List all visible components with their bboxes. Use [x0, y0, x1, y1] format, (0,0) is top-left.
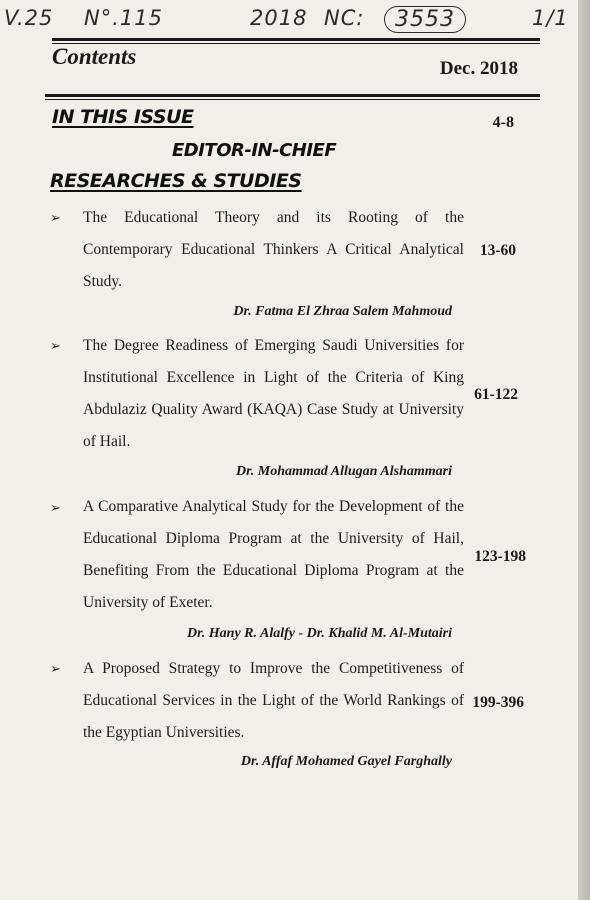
handwritten-volume: V.25: [4, 6, 54, 30]
handwritten-nc-label: NC:: [324, 6, 365, 30]
page-title: Contents: [52, 44, 137, 69]
handwritten-number: N°.115: [84, 6, 163, 30]
section-editor-in-chief: EDITOR-IN-CHIEF: [172, 140, 337, 161]
entry-title: The Degree Readiness of Emerging Saudi Universities for Institutional Excellence in Light of the Criteria of King Abdulaziz Quality Award (KAQA) Case Study at University of Hail.: [83, 337, 464, 450]
handwritten-page-mark: 1/1: [532, 6, 569, 30]
entry-author: Dr. Hany R. Alalfy - Dr. Khalid M. Al-Mutairi: [186, 626, 452, 641]
entry-title: The Educational Theory and its Rooting of the Contemporary Educational Thinkers A Critical Analytical Study.: [83, 209, 464, 290]
entry-author: Dr. Fatma El Zhraa Salem Mahmoud: [233, 304, 452, 319]
header-rule-thin: [45, 99, 540, 100]
header-rule-thick: [45, 94, 540, 97]
bullet-arrow-icon: ➢: [50, 338, 61, 353]
bullet-arrow-icon: ➢: [50, 500, 61, 515]
entry-pages: 13-60: [479, 242, 516, 259]
section-in-this-issue: IN THIS ISSUE: [52, 106, 194, 128]
book-page-edge: [578, 0, 590, 900]
entry-author: Dr. Mohammad Allugan Alshammari: [235, 464, 452, 479]
entry-author: Dr. Affaf Mohamed Gayel Farghally: [240, 754, 452, 769]
entry-pages: 61-122: [474, 386, 518, 403]
entry-pages: 123-198: [474, 548, 526, 565]
bullet-arrow-icon: ➢: [50, 661, 61, 676]
entry-title: A Comparative Analytical Study for the Development of the Educational Diploma Program at the University of Hail, Benefiting From the Educational Diploma Program at the University of Exeter.: [83, 498, 464, 611]
bullet-arrow-icon: ➢: [50, 210, 61, 225]
in-this-issue-pages: 4-8: [492, 114, 514, 131]
issue-date: Dec. 2018: [439, 58, 518, 79]
top-rule-thick: [52, 38, 540, 41]
section-researches-studies: RESEARCHES & STUDIES: [50, 170, 302, 192]
entry-pages: 199-396: [472, 694, 524, 711]
entry-title: A Proposed Strategy to Improve the Competitiveness of Educational Services in the Light of the World Rankings of the Egyptian Universities.: [83, 660, 464, 741]
handwritten-code: 3553: [384, 6, 466, 33]
handwritten-year: 2018: [250, 6, 308, 30]
